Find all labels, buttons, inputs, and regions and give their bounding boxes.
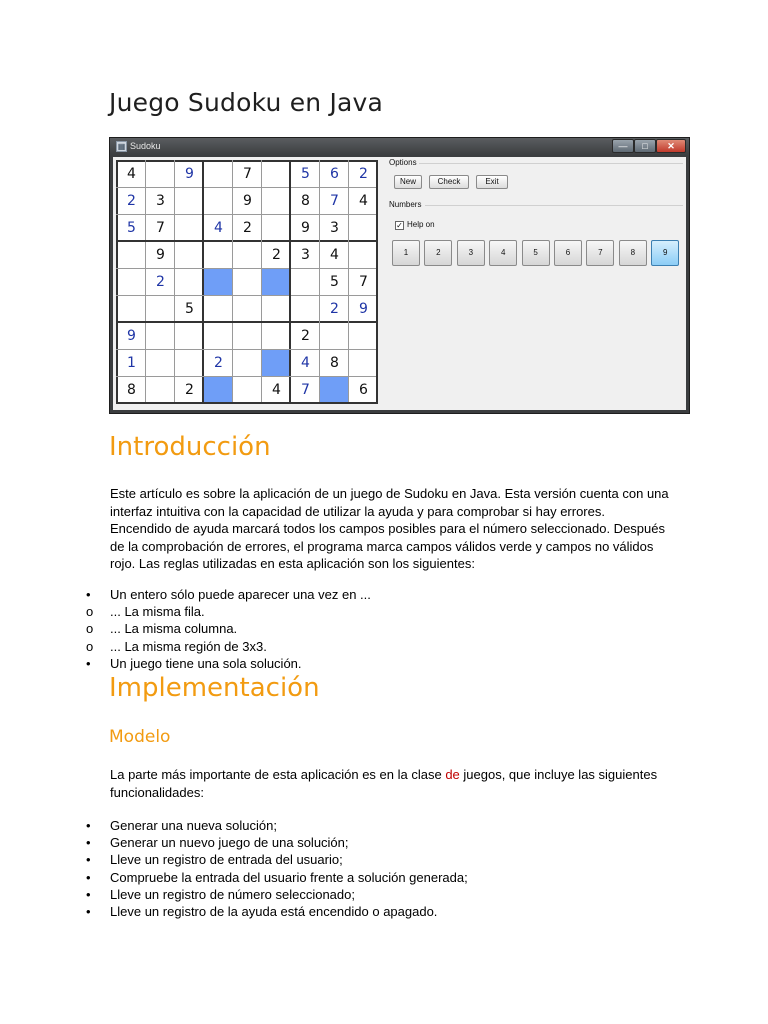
bullet: • <box>86 835 91 851</box>
sudoku-cell[interactable] <box>175 323 204 350</box>
bullet: • <box>86 587 91 602</box>
sudoku-cell[interactable]: 9 <box>185 166 194 182</box>
grid-line-horizontal <box>116 376 378 377</box>
sudoku-window <box>109 137 690 414</box>
close-button[interactable]: ✕ <box>656 139 686 153</box>
window-title-bar[interactable] <box>110 138 689 156</box>
sudoku-cell[interactable] <box>262 296 291 323</box>
sudoku-cell[interactable] <box>117 296 146 323</box>
sudoku-cell[interactable] <box>262 350 291 377</box>
sudoku-cell[interactable]: 7 <box>156 220 165 236</box>
sudoku-cell[interactable] <box>175 215 204 242</box>
sudoku-cell[interactable]: 4 <box>127 166 136 182</box>
sudoku-cell[interactable] <box>233 269 262 296</box>
sudoku-cell[interactable]: 8 <box>127 382 136 398</box>
sudoku-cell[interactable]: 4 <box>359 193 368 209</box>
list-item-text: Lleve un registro de entrada del usuario; <box>110 852 343 868</box>
number-button-1[interactable]: 1 <box>392 240 420 266</box>
sudoku-cell[interactable]: 4 <box>330 247 339 263</box>
number-button-2[interactable]: 2 <box>424 240 452 266</box>
sudoku-cell[interactable] <box>175 269 204 296</box>
sudoku-cell[interactable] <box>233 350 262 377</box>
sudoku-cell[interactable] <box>320 377 349 404</box>
grid-line-vertical <box>202 160 204 404</box>
bullet: • <box>86 886 91 902</box>
grid-line-vertical <box>116 160 118 404</box>
sudoku-grid <box>116 160 378 403</box>
grid-line-horizontal <box>116 321 378 323</box>
sudoku-cell[interactable] <box>349 215 378 242</box>
sudoku-cell[interactable]: 7 <box>301 382 310 398</box>
options-group-label: Options <box>389 158 417 167</box>
sudoku-cell[interactable] <box>146 377 175 404</box>
model-paragraph-end: juegos, que incluye las siguientes funcionalidades: <box>110 767 658 800</box>
sudoku-cell[interactable]: 2 <box>359 166 368 182</box>
sudoku-cell[interactable] <box>233 242 262 269</box>
sudoku-cell[interactable]: 8 <box>301 193 310 209</box>
grid-line-horizontal <box>116 402 378 404</box>
model-paragraph-start: La parte más importante de esta aplicación es en la clase <box>110 767 446 782</box>
sudoku-cell[interactable]: 6 <box>359 382 368 398</box>
list-item-text: ... La misma fila. <box>110 604 205 620</box>
sudoku-cell[interactable]: 5 <box>127 220 136 236</box>
sudoku-cell[interactable] <box>262 161 291 188</box>
sudoku-cell[interactable] <box>146 323 175 350</box>
list-item-text: Un entero sólo puede aparecer una vez en ... <box>110 587 371 602</box>
list-item-text: Un juego tiene una sola solución. <box>110 655 302 671</box>
list-item-text: Generar una nueva solución; <box>110 818 277 833</box>
document-title: Juego Sudoku en Java <box>109 88 384 117</box>
number-button-3[interactable]: 3 <box>457 240 485 266</box>
list-item-text: Generar un nuevo juego de una solución; <box>110 835 349 851</box>
sudoku-cell[interactable]: 2 <box>127 193 136 209</box>
sudoku-cell[interactable] <box>204 296 233 323</box>
numbers-group-label: Numbers <box>389 200 422 209</box>
sudoku-cell[interactable] <box>349 350 378 377</box>
sudoku-cell[interactable] <box>204 188 233 215</box>
sudoku-cell[interactable] <box>117 269 146 296</box>
sub-bullet: o <box>86 604 94 620</box>
sudoku-cell[interactable] <box>262 323 291 350</box>
number-button-5[interactable]: 5 <box>522 240 550 266</box>
list-item-text: ... La misma región de 3x3. <box>110 638 267 654</box>
sudoku-cell[interactable] <box>349 323 378 350</box>
sudoku-cell[interactable] <box>320 323 349 350</box>
grid-line-vertical <box>289 160 291 404</box>
options-divider <box>419 163 683 164</box>
sudoku-cell[interactable] <box>262 188 291 215</box>
window-body <box>113 157 686 410</box>
implementation-heading: Implementación <box>109 673 320 703</box>
number-button-4[interactable]: 4 <box>489 240 517 266</box>
sudoku-cell[interactable]: 5 <box>330 274 339 290</box>
bullet: • <box>86 903 91 919</box>
sudoku-cell[interactable] <box>204 323 233 350</box>
grid-line-horizontal <box>116 240 378 242</box>
sudoku-cell[interactable]: 9 <box>156 247 165 263</box>
bullet: • <box>86 818 91 833</box>
sudoku-cell[interactable]: 2 <box>301 328 310 344</box>
grid-line-horizontal <box>116 214 378 215</box>
grid-line-horizontal <box>116 349 378 350</box>
help-checkbox-label: Help on <box>407 220 435 229</box>
sudoku-cell[interactable]: 8 <box>330 355 339 371</box>
sudoku-cell[interactable] <box>204 377 233 404</box>
sudoku-cell[interactable]: 5 <box>301 166 310 182</box>
sudoku-cell[interactable] <box>175 350 204 377</box>
sudoku-cell[interactable]: 3 <box>330 220 339 236</box>
sudoku-cell[interactable]: 9 <box>301 220 310 236</box>
grid-line-horizontal <box>116 160 378 162</box>
check-button[interactable]: Check <box>429 175 469 189</box>
sudoku-cell[interactable]: 7 <box>243 166 252 182</box>
sudoku-cell[interactable] <box>204 242 233 269</box>
list-item-text: ... La misma columna. <box>110 621 238 637</box>
grid-line-vertical <box>174 160 175 404</box>
intro-heading: Introducción <box>109 432 271 462</box>
sudoku-cell[interactable]: 7 <box>359 274 368 290</box>
number-button-7[interactable]: 7 <box>586 240 614 266</box>
sudoku-cell[interactable] <box>262 269 291 296</box>
sudoku-cell[interactable]: 4 <box>301 355 310 371</box>
grid-line-vertical <box>232 160 233 404</box>
sudoku-cell[interactable]: 4 <box>214 220 223 236</box>
list-item-text: Compruebe la entrada del usuario frente a solución generada; <box>110 869 468 885</box>
sub-bullet: o <box>86 621 94 637</box>
sudoku-cell[interactable] <box>262 215 291 242</box>
list-item-text: Lleve un registro de la ayuda está encendido o apagado. <box>110 903 438 919</box>
grid-line-vertical <box>145 160 146 404</box>
minimize-button[interactable]: — <box>612 139 634 153</box>
sudoku-cell[interactable]: 2 <box>243 220 252 236</box>
intro-paragraph: Este artículo es sobre la aplicación de un juego de Sudoku en Java. Esta versión cuenta con una interfaz intuitiva con la capacidad de utilizar la ayuda y para comprobar si hay errores. Encendido de ayuda marcará todos los campos posibles para el número seleccionado. Después de la comprobación de errores, el programa marca campos válidos verde y campos no válidos rojo. Las reglas utilizadas en esta aplicación son los siguientes: <box>110 486 669 572</box>
sudoku-cell[interactable]: 3 <box>301 247 310 263</box>
grid-line-horizontal <box>116 187 378 188</box>
sudoku-cell[interactable]: 5 <box>185 301 194 317</box>
sub-bullet: o <box>86 638 94 654</box>
grid-line-vertical <box>348 160 349 404</box>
sudoku-cell[interactable] <box>233 377 262 404</box>
sudoku-cell[interactable]: 7 <box>330 193 339 209</box>
sudoku-cell[interactable] <box>204 269 233 296</box>
sudoku-cell[interactable] <box>175 188 204 215</box>
sudoku-cell[interactable]: 9 <box>359 301 368 317</box>
sudoku-cell[interactable]: 2 <box>214 355 223 371</box>
sudoku-cell[interactable] <box>146 350 175 377</box>
bullet: • <box>86 869 91 885</box>
numbers-divider <box>425 205 683 206</box>
grid-line-vertical <box>261 160 262 404</box>
sudoku-cell[interactable]: 2 <box>156 274 165 290</box>
sudoku-cell[interactable]: 2 <box>272 247 281 263</box>
sudoku-cell[interactable] <box>117 242 146 269</box>
new-button[interactable]: New <box>394 175 422 189</box>
maximize-button[interactable]: □ <box>634 139 656 153</box>
window-title: Sudoku <box>130 141 161 151</box>
number-button-6[interactable]: 6 <box>554 240 582 266</box>
sudoku-cell[interactable] <box>175 242 204 269</box>
grid-line-vertical <box>376 160 378 404</box>
sudoku-cell[interactable]: 2 <box>330 301 339 317</box>
number-button-9[interactable]: 9 <box>651 240 679 266</box>
sudoku-cell[interactable] <box>291 296 320 323</box>
list-item-text: Lleve un registro de número seleccionado; <box>110 886 355 902</box>
sudoku-cell[interactable] <box>146 296 175 323</box>
exit-button[interactable]: Exit <box>476 175 508 189</box>
sudoku-cell[interactable] <box>233 323 262 350</box>
grid-line-horizontal <box>116 268 378 269</box>
sudoku-cell[interactable]: 1 <box>127 355 136 371</box>
help-checkbox[interactable]: ✓ <box>396 221 403 230</box>
sudoku-cell[interactable]: 9 <box>243 193 252 209</box>
sudoku-cell[interactable] <box>233 296 262 323</box>
model-paragraph <box>110 766 670 801</box>
model-heading: Modelo <box>109 727 171 747</box>
bullet: • <box>86 655 91 671</box>
sudoku-cell[interactable] <box>349 242 378 269</box>
sudoku-cell[interactable] <box>291 269 320 296</box>
grid-line-vertical <box>319 160 320 404</box>
sudoku-cell[interactable] <box>204 161 233 188</box>
sudoku-cell[interactable]: 6 <box>330 166 339 182</box>
side-panel <box>385 157 685 410</box>
sudoku-cell[interactable]: 2 <box>185 382 194 398</box>
sudoku-cell[interactable]: 9 <box>127 328 136 344</box>
grid-line-horizontal <box>116 295 378 296</box>
sudoku-cell[interactable]: 4 <box>272 382 281 398</box>
number-button-8[interactable]: 8 <box>619 240 647 266</box>
red-word: de <box>445 767 460 782</box>
app-icon: ▦ <box>117 142 126 151</box>
bullet: • <box>86 852 91 868</box>
sudoku-cell[interactable]: 3 <box>156 193 165 209</box>
sudoku-cell[interactable] <box>146 161 175 188</box>
